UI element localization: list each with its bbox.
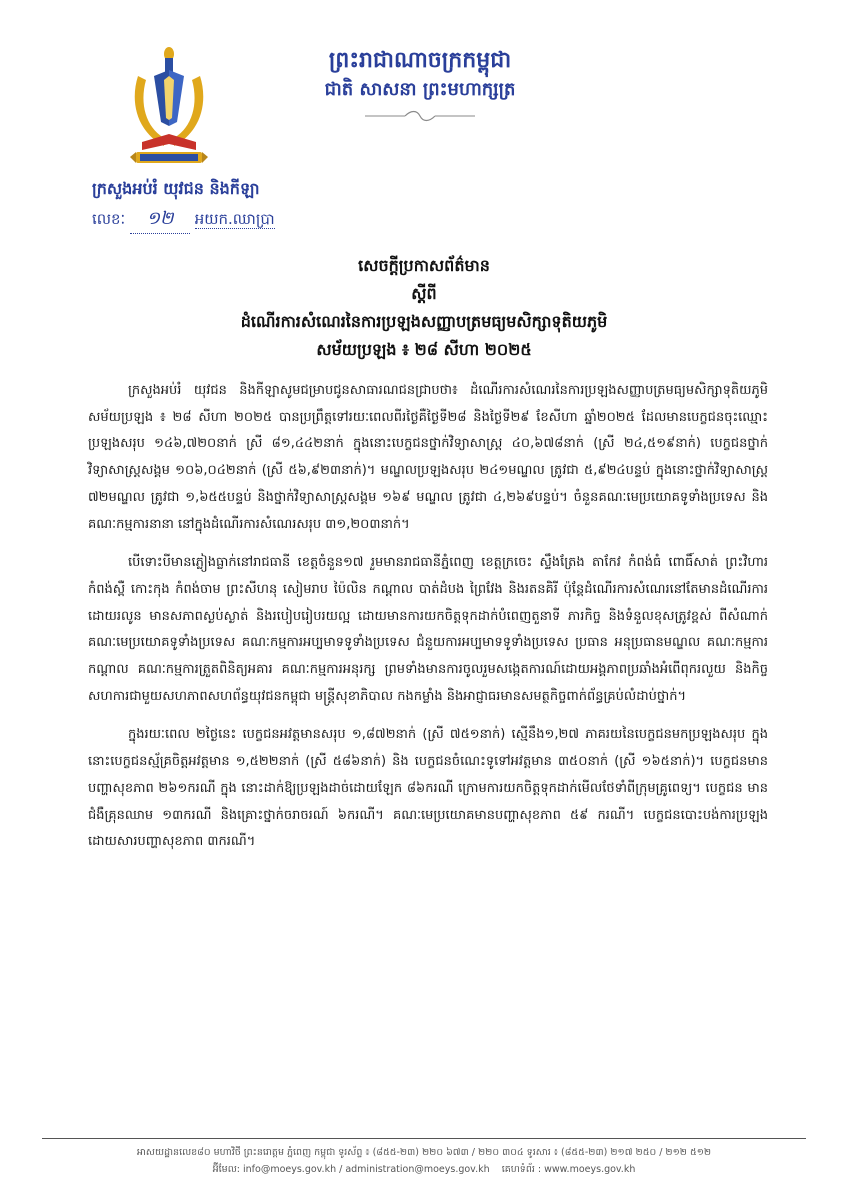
ornament-divider-icon bbox=[365, 110, 475, 122]
footer-website-link[interactable]: www.moeys.gov.kh bbox=[544, 1164, 636, 1175]
paragraph: បើទោះបីមានភ្លៀងធ្លាក់នៅរាជធានី ខេត្តចំនួន១៧ រួមមានរាជធានីភ្នំពេញ ខេត្តក្រចេះ ស្ទឹងត្រែង តាកែវ កំពង់ធំ ពោធិ៍សាត់ ព្រះវិហារ កំពង់ស្ពឺ កោះកុង កំពង់ចាម ព្រះសីហនុ សៀមរាប ប៉ៃលិន កណ្តាល បាត់ដំបង ព្រៃវែង និងរតនគិរី ប៉ុន្តែដំណើរការសំណេរនៅតែមានដំណើរការដោយរលូន មានសភាពស្ងប់ស្ងាត់ និងរបៀបរៀបរយល្អ ដោយមានការយកចិត្តទុកដាក់បំពេញតួនាទី ភារកិច្ច និងទំនួលខុសត្រូវខ្ពស់ ពីសំណាក់គណៈមេប្រយោគទូទាំងប្រទេស គណៈកម្មការអប្បមាទទូទាំងប្រទេស ជំនួយការអប្បមាទទូទាំងប្រទេស ប្រធាន អនុប្រធានមណ្ឌល គណៈកម្មការកណ្តាល គណៈកម្មការត្រួតពិនិត្យអគារ គណៈកម្មការអនុរក្ស ព្រមទាំងមានការចូលរួមសង្កេតការណ៍ដោយអង្គភាពប្រឆាំងអំពើពុករលួយ និងកិច្ចសហការជាមួយសហភាពសហព័ន្ធយុវជនកម្ពុជា មន្ត្រីសុខាភិបាល កងកម្លាំង និងអាជ្ញាធរមានសមត្ថកិច្ចពាក់ព័ន្ធគ្រប់លំដាប់ថ្នាក់។ bbox=[88, 555, 768, 704]
reference-number-value: ១២ bbox=[130, 206, 190, 234]
email-label: អ៊ីមែល: bbox=[212, 1164, 240, 1175]
footer-contacts bbox=[42, 1161, 806, 1178]
reference-suffix: អយក.ឈាប្រា bbox=[194, 210, 275, 228]
kingdom-header bbox=[290, 46, 550, 122]
document-title-block bbox=[100, 252, 748, 364]
national-motto: ជាតិ សាសនា ព្រះមហាក្សត្រ bbox=[324, 79, 516, 100]
ministry-emblem-logo bbox=[128, 46, 210, 171]
paragraph: ក្រសួងអប់រំ យុវជន និងកីឡាសូមជម្រាបជូនសាធារណជនជ្រាបថា៖ ដំណើរការសំណេរនៃការប្រឡងសញ្ញាបត្រមធ្យមសិក្សាទុតិយភូមិ សម័យប្រឡង ៖ ២៨ សីហា ២០២៥ បានប្រព្រឹត្តទៅរយៈពេលពីរថ្ងៃគឺថ្ងៃទី២៨ និងថ្ងៃទី២៩ ខែសីហា ឆ្នាំ២០២៥ ដែលមានបេក្ខជនចុះឈ្មោះប្រឡងសរុប ១៤៦,៧២០នាក់ ស្រី ៨១,៤៤២នាក់ ក្នុងនោះបេក្ខជនថ្នាក់វិទ្យាសាស្ត្រ ៤០,៦៧៨នាក់ (ស្រី ២៤,៥១៩នាក់) បេក្ខជនថ្នាក់វិទ្យាសាស្ត្រសង្គម ១០៦,០៤២នាក់ (ស្រី ៥៦,៩២៣នាក់)។ មណ្ឌលប្រឡងសរុប ២៤១មណ្ឌល ត្រូវជា ៥,៩២៤បន្ទប់ ក្នុងនោះថ្នាក់វិទ្យាសាស្ត្រ ៧២មណ្ឌល ត្រូវជា ១,៦៥៥បន្ទប់ និងថ្នាក់វិទ្យាសាស្ត្រសង្គម ១៦៩ មណ្ឌល ត្រូវជា ៤,២៦៩បន្ទប់។ ចំនួនគណៈមេប្រយោគទូទាំងប្រទេស និងគណៈកម្មការនានា នៅក្នុងដំណើរការសំណេរសរុប ៣១,២០៣នាក់។ bbox=[88, 383, 768, 532]
document-body bbox=[88, 378, 768, 868]
kingdom-title: ព្រះរាជាណាចក្រកម្ពុជា bbox=[328, 48, 512, 73]
document-title: សេចក្តីប្រកាសព័ត៌មាន bbox=[358, 256, 490, 275]
footer-address: អាសយដ្ឋានលេខ៨០ មហាវិថី ព្រះនរោត្តម ភ្នំពេញ កម្ពុជា ទូរស័ព្ទ ៖ (៨៥៥-២៣) ២២០ ៦៧៣ / ២២០ ៣០៤ ទូរសារ ៖ (៨៥៥-២៣) ២១៧ ២៥០ / ២១២ ៥១២ bbox=[136, 1147, 712, 1158]
document-subject: ដំណើរការសំណេរនៃការប្រឡងសញ្ញាបត្រមធ្យមសិក្សាទុតិយភូមិ bbox=[240, 312, 608, 331]
footer-emails[interactable]: info@moeys.gov.kh / administration@moeys.gov.kh bbox=[243, 1164, 490, 1175]
reference-label: លេខៈ bbox=[92, 210, 126, 228]
reference-number bbox=[92, 206, 275, 234]
website-label: គេហទំព័រ : bbox=[501, 1164, 542, 1175]
footer-divider bbox=[42, 1138, 806, 1139]
paragraph: ក្នុងរយៈពេល ២ថ្ងៃនេះ បេក្ខជនអវត្តមានសរុប ១,៨៧២នាក់ (ស្រី ៧៥១នាក់) ស្មើនឹង១,២៧ ភាគរយនៃបេក្ខជនមកប្រឡងសរុប ក្នុងនោះបេក្ខជនស្ម័គ្រចិត្តអវត្តមាន ១,៥២២នាក់ (ស្រី ៥៨៦នាក់) និង បេក្ខជនចំណេះទូទៅអវត្តមាន ៣៥០នាក់ (ស្រី ១៦៥នាក់)។ បេក្ខជនមានបញ្ហាសុខភាព ២៦១ករណី ក្នុង នោះដាក់ឱ្យប្រឡងដាច់ដោយឡែក ៨៦ករណី ក្រោមការយកចិត្តទុកដាក់មើលថែទាំពីក្រុមគ្រូពេទ្យ។ បេក្ខជន មានជំងឺគ្រុនឈាម ១៣ករណី និងគ្រោះថ្នាក់ចរាចរណ៍ ៦ករណី។ គណៈមេប្រយោគមានបញ្ហាសុខភាព ៥៩ ករណី។ បេក្ខជនបោះបង់ការប្រឡងដោយសារបញ្ហាសុខភាព ៣ករណី។ bbox=[88, 727, 768, 850]
exam-session: សម័យប្រឡង ៖ ២៨ សីហា ២០២៥ bbox=[316, 340, 532, 359]
footer bbox=[42, 1144, 806, 1178]
ministry-name: ក្រសួងអប់រំ យុវជន និងកីឡា bbox=[92, 179, 260, 198]
document-subtitle: ស្តីពី bbox=[411, 284, 437, 303]
